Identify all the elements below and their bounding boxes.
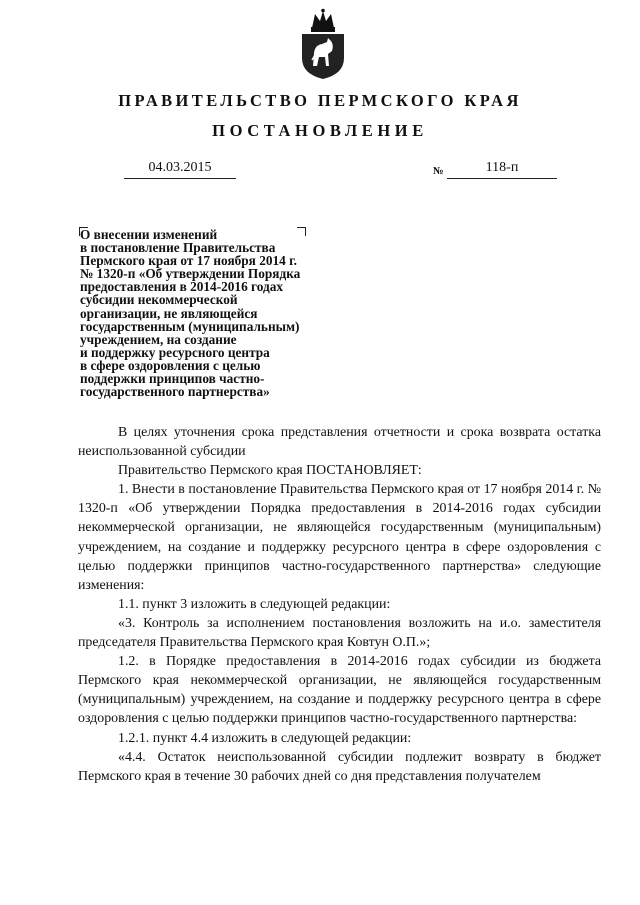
body-paragraph: 1.2. в Порядке предоставления в 2014-2016 годах субсидии из бюджета Пермского края некоммерческой организации, не являющейся государственным (муниципальным) учреждением, на создание и поддержку ресурсного центра в сфере оздоровления с целью поддержки принципов частно-государственного партнерства:	[78, 654, 601, 727]
document-number: 118-п	[447, 160, 557, 179]
body-paragraph: 1.2.1. пункт 4.4 изложить в следующей редакции:	[118, 730, 412, 746]
body-paragraph: Правительство Пермского края ПОСТАНОВЛЯЕТ:	[118, 463, 422, 479]
document-type: ПОСТАНОВЛЕНИЕ	[212, 121, 428, 140]
perm-krai-coat-of-arms-icon	[298, 8, 348, 80]
government-title: ПРАВИТЕЛЬСТВО ПЕРМСКОГО КРАЯ	[118, 91, 522, 110]
body-paragraph: «3. Контроль за исполнением постановления возложить на и.о. заместителя председателя Правительства Пермского края Ковтун О.П.»;	[78, 615, 601, 651]
document-subject: О внесении изменений в постановление Правительства Пермского края от 17 ноября 2014 г. № 1320-п «Об утверждении Порядка предоставления в 2014-2016 годах субсидии некоммерческой организации, не являющейся государственным (муниципальным) учреждением, на создание и поддержку ресурсного центра в сфере оздоровления с целью поддержки принципов частно- государственного партнерства»	[80, 227, 301, 400]
body-paragraph: 1. Внести в постановление Правительства Пермского края от 17 ноября 2014 г. № 1320-п «Об утверждении Порядка предоставления в 2014-2016 годах субсидии некоммерческой организации, не являющейся государственным (муниципальным) учреждением, на создание и поддержку ресурсного центра в сфере оздоровления с целью поддержки принципов частно-государственного партнерства» следующие изменения:	[78, 482, 601, 593]
document-date: 04.03.2015	[124, 160, 236, 179]
body-paragraph: 1.1. пункт 3 изложить в следующей редакции:	[118, 596, 391, 612]
body-paragraph: «4.4. Остаток неиспользованной субсидии подлежит возврату в бюджет Пермского края в течение 30 рабочих дней со дня представления получателем	[78, 749, 601, 784]
body-paragraph: В целях уточнения срока представления отчетности и срока возврата остатка неиспользованной субсидии	[78, 425, 601, 460]
number-sign: №	[433, 166, 444, 177]
document-body	[78, 423, 601, 786]
